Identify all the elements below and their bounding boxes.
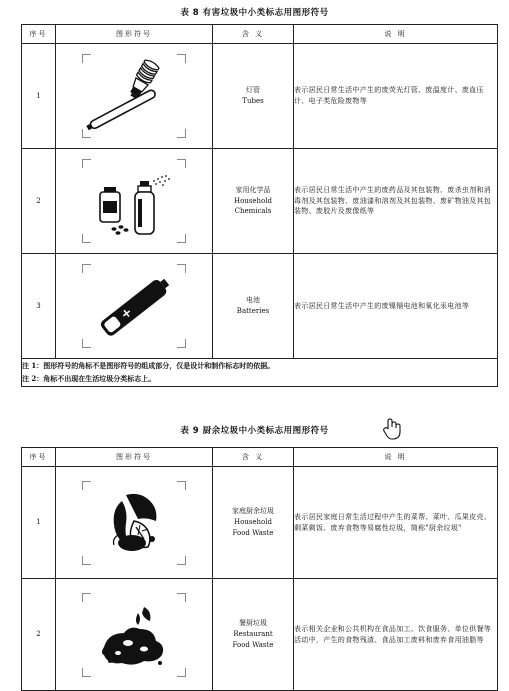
symbol-frame (82, 159, 186, 243)
header-meaning: 含 义 (213, 448, 294, 467)
name-en-1: Restaurant (233, 630, 273, 639)
header-no: 序号 (22, 448, 56, 467)
header-desc: 说 明 (294, 25, 498, 44)
symbol-frame (82, 54, 186, 138)
symbol-frame (82, 481, 186, 565)
table-8 (21, 24, 498, 387)
fluorescent-lamp-icon (82, 54, 186, 138)
name-en-2: Food Waste (232, 528, 274, 537)
name-en: Tubes (242, 97, 264, 105)
row-no: 2 (22, 149, 56, 254)
name-en: Household Chemicals (233, 196, 272, 216)
header-desc: 说 明 (294, 448, 498, 467)
header-meaning: 含 义 (213, 25, 294, 44)
header-no: 序号 (22, 25, 56, 44)
table-row (22, 467, 498, 579)
row-desc: 表示居民日常生活中产生的废药品及其包装物、废杀虫剂和消毒剂及其包装物、废油漆和溶剂及其包装物、废矿物油及其包装物、废胶片及废像纸等 (294, 149, 498, 254)
row-no: 2 (22, 579, 56, 691)
note-1: 注 1：图形符号的角标不是图形符号的组成部分，仅是设计和制作标志时的依据。 (22, 361, 275, 370)
table8-caption: 表 8 有害垃圾中小类标志用图形符号 (180, 8, 329, 18)
table-9 (21, 447, 498, 691)
table9-caption: 表 9 厨余垃圾中小类标志用图形符号 (180, 426, 329, 436)
table9-header-row (22, 448, 498, 467)
table-row (22, 579, 498, 691)
row-desc: 表示居民日常生活中产生的废荧光灯管、废温度计、废血压计、电子类危险废物等 (294, 44, 498, 149)
table8-header-row (22, 25, 498, 44)
name-en-2: Food Waste (232, 640, 274, 649)
table-row (22, 149, 498, 254)
household-food-waste-icon (82, 481, 186, 565)
battery-icon (82, 264, 186, 348)
table-row (22, 254, 498, 359)
name-cn: 电池 (246, 296, 260, 305)
name-en: Batteries (236, 307, 270, 315)
header-symbol: 图形符号 (56, 25, 213, 44)
symbol-frame (82, 593, 186, 677)
name-cn: 餐厨垃圾 (239, 619, 267, 628)
row-desc: 表示居民家庭日常生活过程中产生的菜帮、菜叶、瓜果皮壳、剩菜剩饭、废弃食物等易腐性垃圾，简称"厨余垃圾" (294, 467, 498, 579)
name-cn: 灯管 (246, 86, 260, 95)
name-en-1: Household (233, 518, 272, 527)
row-no: 1 (22, 467, 56, 579)
name-cn: 家庭厨余垃圾 (232, 507, 274, 516)
table-row (22, 44, 498, 149)
symbol-frame (82, 264, 186, 348)
household-chemicals-icon (82, 159, 186, 243)
row-no: 1 (22, 44, 56, 149)
note-2: 注 2：角标不出现在生活垃圾分类标志上。 (22, 374, 156, 384)
row-no: 3 (22, 254, 56, 359)
row-desc: 表示居民日常生活中产生的废镍镉电池和氧化汞电池等 (294, 254, 498, 359)
restaurant-food-waste-icon (82, 593, 186, 677)
row-desc: 表示相关企业和公共机构在食品加工、饮食服务、单位供餐等活动中，产生的食物残渣、食品加工废料和废弃食用油脂等 (294, 579, 498, 691)
hand-pointer-icon (382, 418, 402, 444)
header-symbol: 图形符号 (56, 448, 213, 467)
table8-notes-row (22, 359, 498, 387)
name-cn: 家用化学品 (235, 185, 271, 194)
